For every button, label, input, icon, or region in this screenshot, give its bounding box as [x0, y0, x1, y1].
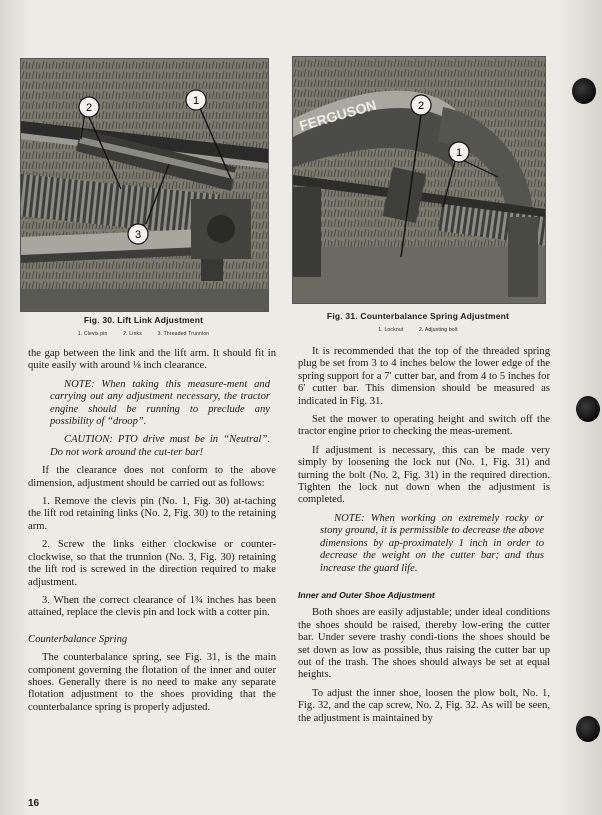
ferguson-brand-lettering: FERGUSON: [297, 96, 379, 134]
left-step-3: 3. When the correct clearance of 1¾ inches has been attained, replace the clevis pin and lock with a cotter pin.: [28, 594, 276, 619]
figure-30-legend-item-3: 3. Threaded Trunnion: [157, 331, 210, 337]
left-paragraph-3: The counterbalance spring, see Fig. 31, is the main component governing the flotation of the inner and outer shoes. Generally there is no need to make any separate flotation adjustment to the shoes providing that the counterbalance spring is properly adjusted.: [28, 652, 276, 713]
right-note: NOTE: When working on extremely rocky or stony ground, it is permissible to decrease the above dimensions by ap-proximately 1 inch in order to decrease the weight on the cutter bar; and thus increase the guard life.: [320, 512, 544, 574]
figure-31-callout-2: 2: [417, 100, 425, 112]
counterbalance-spring-heading: Counterbalance Spring: [28, 633, 128, 645]
figure-30-photo: [20, 58, 269, 312]
figure-31-callout-1: 1: [455, 147, 463, 159]
left-step-2: 2. Screw the links either clockwise or counter-clockwise, so that the trunnion (No. 3, Fig. 30) retaining the lift rod is screwed in the direction required to make adjustment.: [28, 539, 276, 588]
right-paragraph-1: It is recommended that the top of the threaded spring plug be set from 3 to 4 inches below the lower edge of the spring support for a 7′ cutter bar, and from 4 to 5 inches for 6′ cutter bar. This dimension should be measured as indicated in Fig. 31.: [298, 346, 550, 407]
page-number: 16: [28, 798, 40, 809]
figure-31-photo: [292, 56, 546, 304]
left-step-1: 1. Remove the clevis pin (No. 1, Fig. 30) at-taching the lift rod retaining links (No. 2, Fig. 30) to the retaining arm.: [28, 496, 276, 532]
binder-hole-middle: [576, 396, 600, 422]
right-paragraph-2: Set the mower to operating height and switch off the tractor engine prior to checking the meas-urement.: [298, 414, 550, 438]
binder-hole-top: [572, 78, 596, 104]
figure-31-legend-item-1: 1. Locknut: [378, 327, 404, 333]
figure-31-legend: [292, 327, 544, 333]
binder-hole-bottom: [576, 716, 600, 742]
left-note: NOTE: When taking this measure-ment and carrying out any adjustment necessary, the tractor engine should be running to preclude any possibility of “droop”.: [50, 378, 270, 428]
right-paragraph-3: If adjustment is necessary, this can be made very simply by loosening the lock nut (No. 1, Fig. 31) and turning the bolt (No. 2, Fig. 31) in the required direction. Tighten the lock nut down when the adjustment is completed.: [298, 444, 550, 506]
figure-31-legend-item-2: 2. Adjusting bolt: [418, 327, 458, 333]
left-text-column: [28, 348, 276, 714]
figure-30-callout-1: 1: [192, 95, 200, 107]
figure-30-legend-item-2: 2. Links: [123, 331, 142, 337]
inner-outer-shoe-heading: Inner and Outer Shoe Adjustment: [298, 589, 435, 600]
right-text-column: [298, 346, 550, 725]
figure-30-callout-2: 2: [85, 102, 93, 114]
left-paragraph-2: If the clearance does not conform to the above dimension, adjustment should be carried out as follows:: [28, 465, 276, 489]
figure-30-legend: [20, 331, 267, 337]
right-paragraph-4: Both shoes are easily adjustable; under ideal conditions the shoes should be raised, thereby low-ering the cutter bar. Under severe trashy condi-tions the shoes should be set down as low as possible, thus raising the cutter bar up out of the trash. The shoes should always be set at equal heights.: [298, 607, 550, 681]
left-caution: CAUTION: PTO drive must be in “Neutral”. Do not work around the cut-ter bar!: [50, 434, 270, 458]
figure-30-caption: Fig. 30. Lift Link Adjustment: [83, 315, 204, 325]
figure-31-caption: Fig. 31. Counterbalance Spring Adjustment: [326, 311, 510, 321]
right-paragraph-5: To adjust the inner shoe, loosen the plow bolt, No. 1, Fig. 32, and the cap screw, No. 2, Fig. 32. As will be seen, the adjustment is maintained by: [298, 687, 550, 724]
figure-30-legend-item-1: 1. Clevis pin: [77, 331, 108, 337]
left-paragraph-1: the gap between the link and the lift arm. It should fit in quite easily with around ⅛ inch clearance.: [28, 348, 276, 372]
figure-30-callout-3: 3: [134, 229, 142, 241]
